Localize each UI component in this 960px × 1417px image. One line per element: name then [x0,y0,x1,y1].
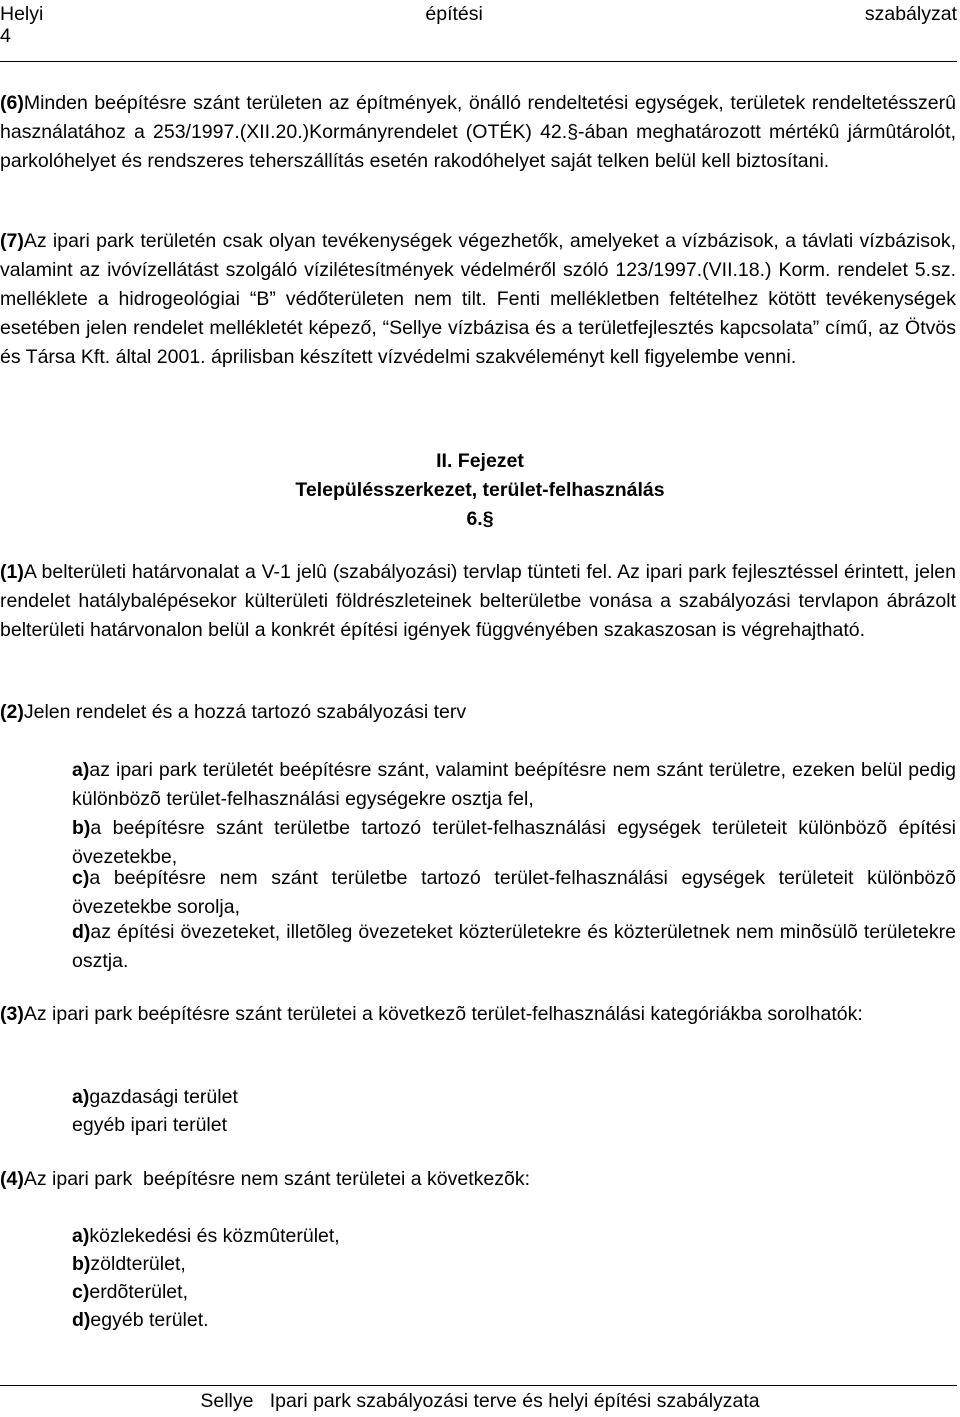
item-label: a) [72,1086,90,1108]
paragraph-label: (1) [0,561,24,583]
paragraph-text: A belterületi határvonalat a V-1 jelû (szabályozási) tervlap tünteti fel. Az ipari park fejlesztéssel érintett, jelen rendelet hatálybalépésekor külterületi földrészleteinek belterületbe vonása a szabályozási tervlapon ábrázolt belterületi határvonalon belül a konkrét építési igények függvényében szakaszosan is végrehajtható. [0,561,956,641]
list-item [72,756,956,814]
item-text: közlekedési és közmûterület, [89,1225,340,1247]
item-text: az építési övezeteket, illetõleg övezeteket közterületekre és közterületnek nem minõsülõ területekre osztja. [72,921,956,972]
header-rule [0,61,957,62]
chapter-number: II. Fejezet [436,450,524,472]
list-item [72,1222,340,1251]
item-text: az ipari park területét beépítésre szánt, valamint beépítésre nem szánt területre, ezeken belül pedig különbözõ terület-felhasználási egységekre osztja fel, [72,759,956,810]
list-item [72,1306,209,1335]
paragraph-text: Az ipari park területén csak olyan tevékenységek végezhetők, amelyeket a vízbázisok, a távlati vízbázisok, valamint az ivóvízellátást szolgáló vízilétesítmények védelméről szóló 123/1997.(VII.18.) Korm. rendelet 5.sz. melléklete a hidrogeológiai “B” védőterületen nem tilt. Fenti mellékletben feltételhez kötött tevékenységek esetében jelen rendelet mellékletét képező, “Sellye vízbázisa és a területfejlesztés kapcsolata” című, az Ötvös és Társa Kft. által 2001. áprilisban készített vízvédelmi szakvéleményt kell figyelembe venni. [0,230,956,368]
page-footer: Sellye Ipari park szabályozási terve és helyi építési szabályzata [200,1390,760,1412]
list-item [72,864,956,922]
page-number: 4 [0,25,11,47]
item-label: a) [72,1225,90,1247]
paragraph-7 [0,227,956,372]
item-label: b) [72,817,91,839]
section-number: 6.§ [466,508,494,530]
item-text: egyéb terület. [90,1309,209,1331]
paragraph-6-3 [0,1000,956,1029]
header-right: szabályzat [864,3,957,25]
paragraph-6-4 [0,1165,956,1194]
paragraph-text: Az ipari park beépítésre szánt területei a következõ terület-felhasználási kategóriákba sorolhatók: [23,1003,863,1025]
item-label: d) [72,921,91,943]
list-item [72,1278,188,1307]
item-text: erdõterület, [89,1281,188,1303]
item-label: a) [72,759,90,781]
paragraph-label: (3) [0,1003,24,1025]
paragraph-6 [0,89,956,176]
item-label: c) [72,1281,90,1303]
list-item-extra: egyéb ipari terület [72,1114,228,1136]
paragraph-text: Jelen rendelet és a hozzá tartozó szabályozási terv [23,701,467,723]
item-text: a beépítésre szánt területbe tartozó terület-felhasználási egységek területeit különbözõ építési övezetekbe, [72,817,956,868]
list-item [72,1250,186,1279]
item-text: gazdasági terület [89,1086,238,1108]
header-left: Helyi [0,3,44,25]
list-item [72,1083,238,1112]
item-label: b) [72,1253,91,1275]
item-text: zöldterület, [90,1253,186,1275]
paragraph-text: Minden beépítésre szánt területen az építmények, önálló rendeltetési egységek, területek rendeltetésszerû használatához a 253/1997.(XII.20.)Kormányrendelet (OTÉK) 42.§-ában meghatározott mértékû jármûtárolót, parkolóhelyet és rendszeres teherszállítás esetén rakodóhelyet saját telken belül kell biztosítani. [0,92,956,172]
paragraph-label: (6) [0,92,24,114]
paragraph-label: (4) [0,1168,24,1190]
list-item [72,918,956,976]
item-label: c) [72,867,90,889]
paragraph-label: (2) [0,701,24,723]
item-label: d) [72,1309,91,1331]
paragraph-6-1 [0,558,956,645]
footer-rule [0,1385,957,1386]
header-center: építési [425,3,483,25]
item-text: a beépítésre nem szánt területbe tartozó terület-felhasználási egységek területeit különbözõ övezetekbe sorolja, [72,867,956,918]
chapter-title: Településszerkezet, terület-felhasználás [295,479,665,501]
paragraph-6-2 [0,698,956,727]
page-header [0,0,957,28]
paragraph-label: (7) [0,230,24,252]
paragraph-text: Az ipari park beépítésre nem szánt területei a következõk: [23,1168,531,1190]
